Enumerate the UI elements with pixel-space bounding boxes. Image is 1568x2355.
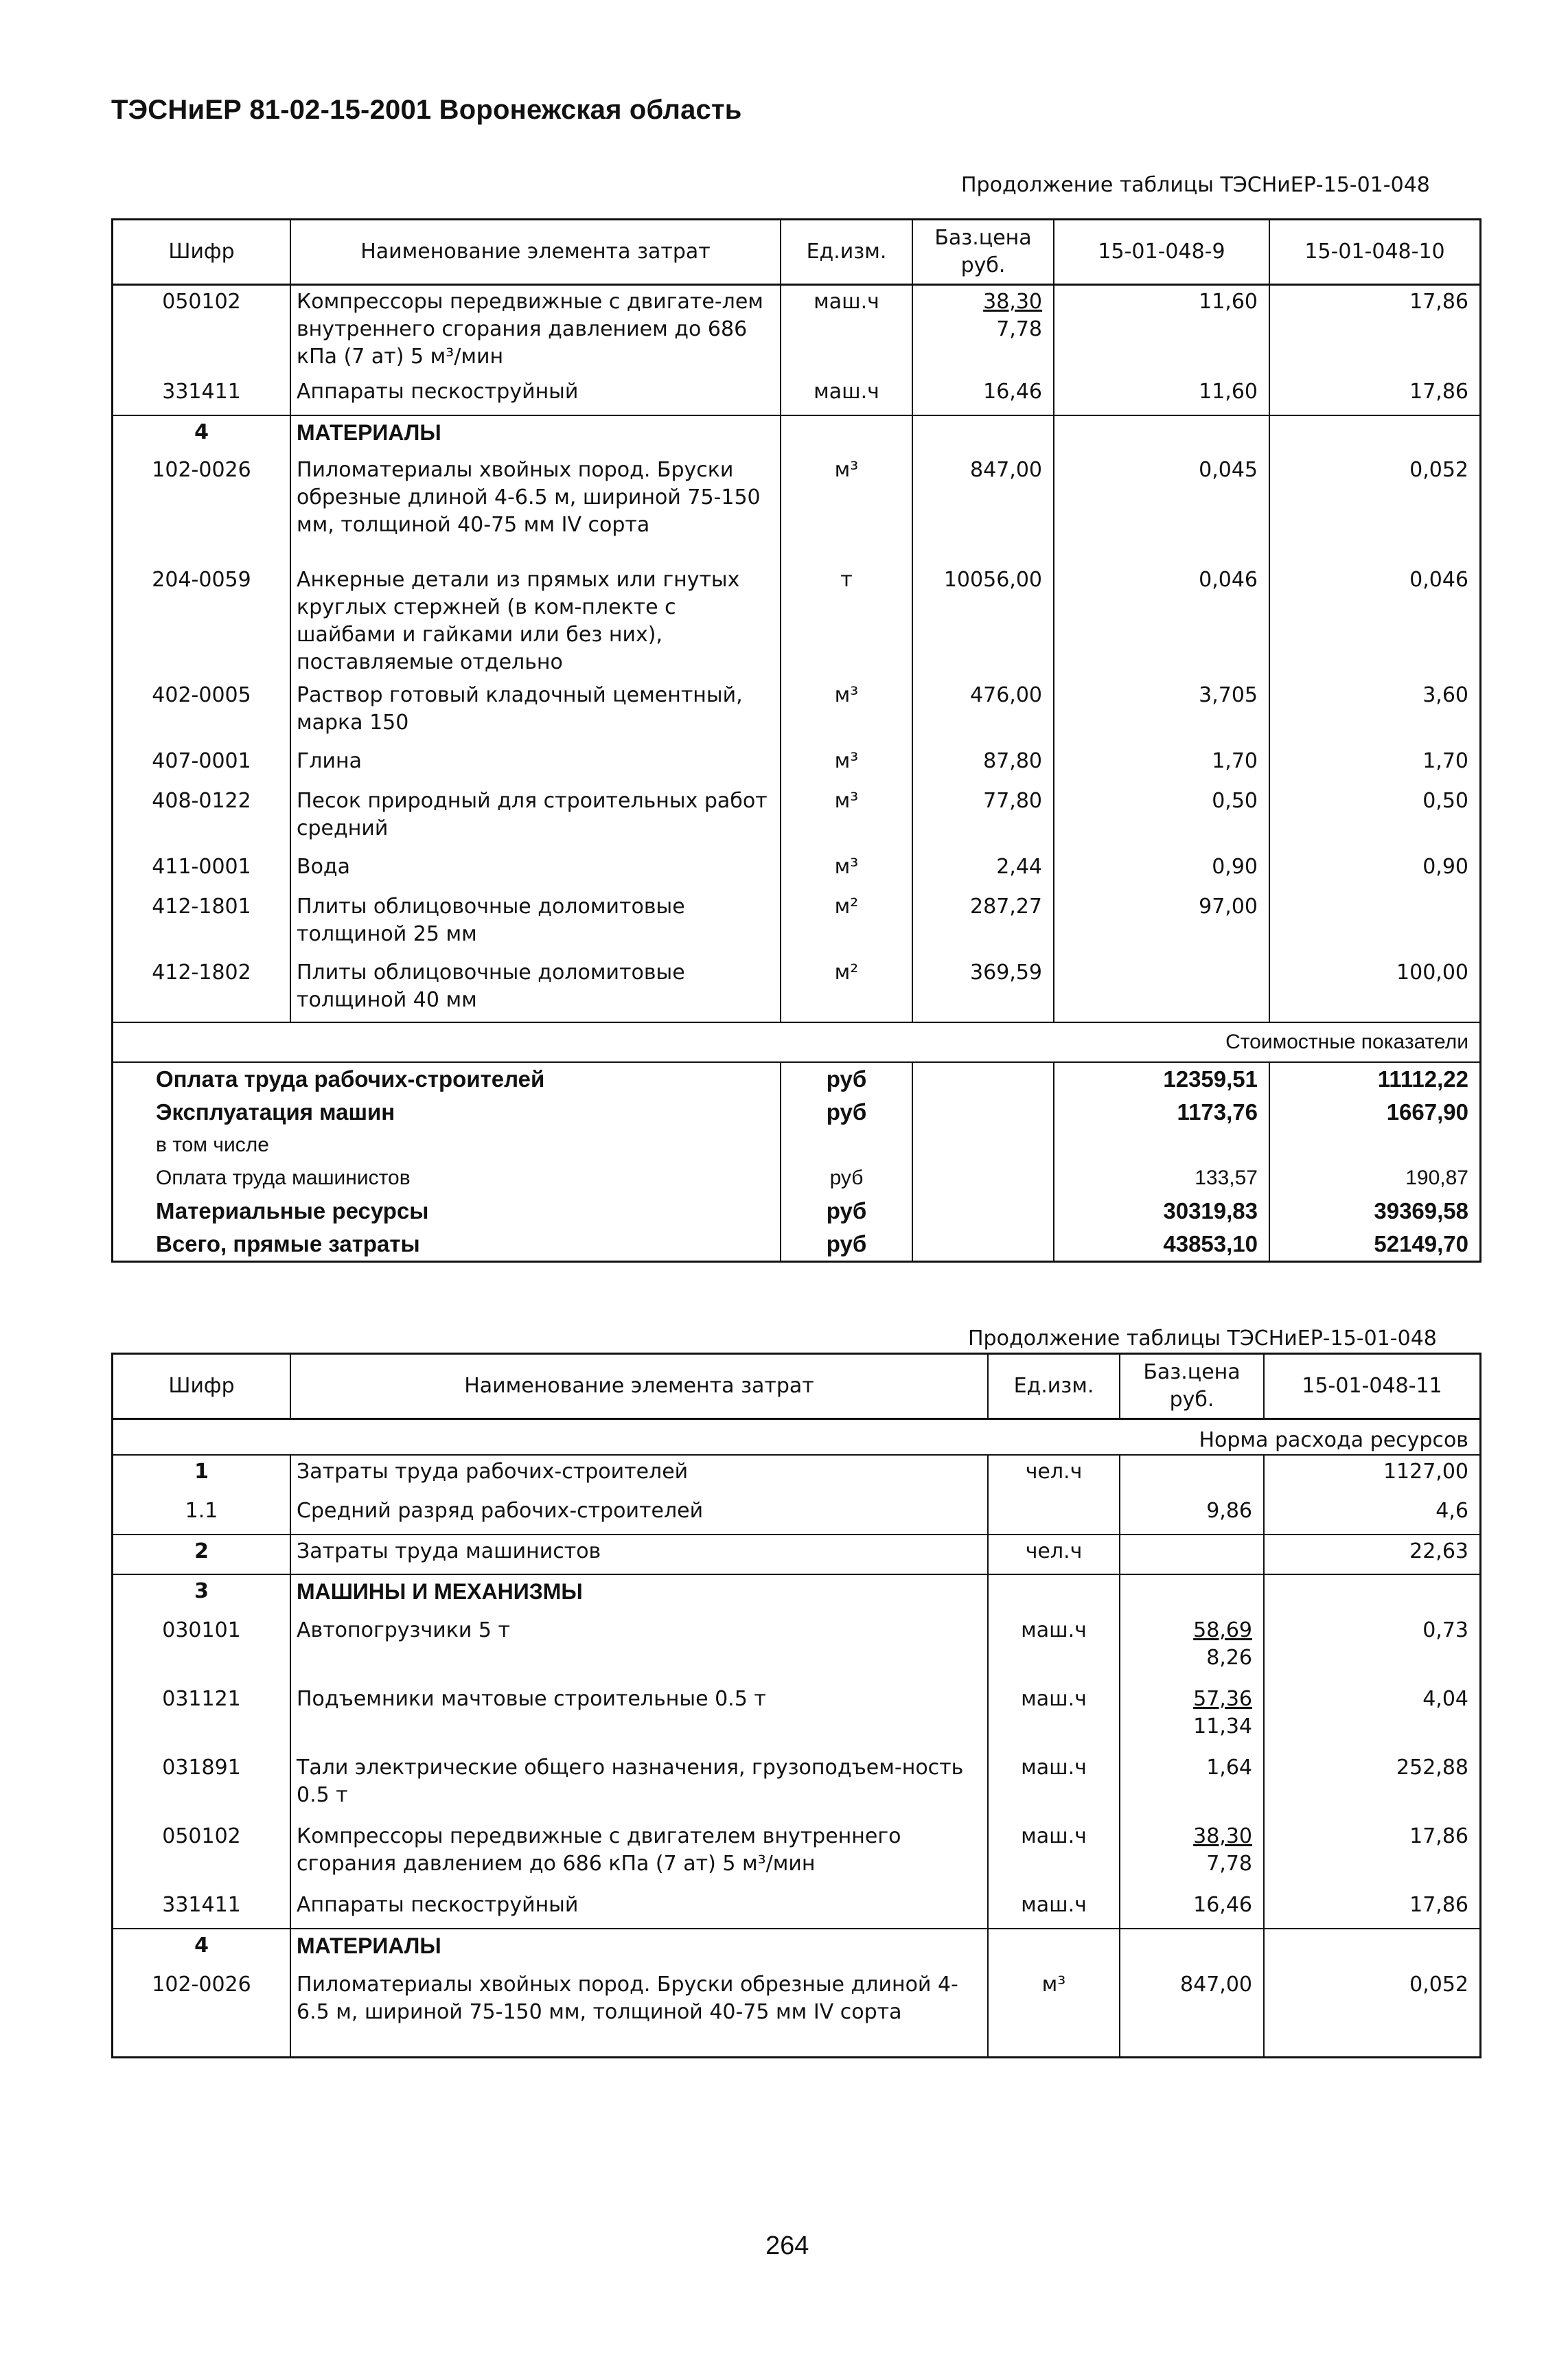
code-cell: 331411 xyxy=(162,379,241,404)
value-cell: 252,88 xyxy=(1264,1751,1479,1820)
base-price: 847,00 xyxy=(1180,1973,1252,1997)
base-price-secondary: 7,78 xyxy=(996,317,1042,341)
table-row xyxy=(113,851,1479,891)
value-cell: 22,63 xyxy=(1264,1535,1479,1574)
table-row xyxy=(113,679,1479,745)
base-price: 847,00 xyxy=(970,457,1042,482)
base-price: 38,30 xyxy=(983,290,1042,314)
table-row xyxy=(113,415,1479,454)
column-header: 15-01-048-9 xyxy=(1054,220,1269,285)
price-cell xyxy=(912,851,1054,891)
norm-header-row xyxy=(113,1419,1479,1456)
table-row xyxy=(113,454,1479,564)
name-cell: Глина xyxy=(290,745,781,785)
empty-cell xyxy=(912,1129,1054,1162)
table1-header-row xyxy=(113,220,1479,285)
cost-label: Оплата труда рабочих-строителей xyxy=(156,1066,545,1092)
value-cell: 0,73 xyxy=(1264,1614,1479,1683)
base-price-secondary: 7,78 xyxy=(1206,1852,1252,1876)
empty-cell xyxy=(1054,415,1269,454)
cost-unit: руб xyxy=(781,1228,912,1261)
price-cell xyxy=(1120,1751,1264,1820)
empty-cell xyxy=(1264,1574,1479,1614)
name-cell: МАШИНЫ И МЕХАНИЗМЫ xyxy=(290,1574,988,1614)
table-row xyxy=(113,564,1479,679)
unit-cell xyxy=(988,1495,1120,1535)
cost-row xyxy=(113,1195,1479,1228)
cost-value: 43853,10 xyxy=(1054,1228,1269,1261)
value-cell: 1,70 xyxy=(1054,745,1269,785)
value-cell: 0,50 xyxy=(1269,785,1479,851)
price-cell xyxy=(1120,1889,1264,1929)
base-price: 476,00 xyxy=(970,682,1042,707)
unit-cell: м³ xyxy=(781,785,912,851)
cost-value: 11112,22 xyxy=(1269,1062,1479,1096)
name-cell: МАТЕРИАЛЫ xyxy=(290,1929,988,1968)
document-title: ТЭСНиЕР 81-02-15-2001 Воронежская область xyxy=(111,95,742,125)
value-cell: 17,86 xyxy=(1264,1820,1479,1889)
price-cell xyxy=(1120,1968,1264,2056)
column-header: 15-01-048-10 xyxy=(1269,220,1479,285)
code-cell: 050102 xyxy=(162,1824,241,1848)
cost-row xyxy=(113,1162,1479,1195)
price-cell xyxy=(1120,1535,1264,1574)
price-cell xyxy=(1120,1820,1264,1889)
unit-cell: м³ xyxy=(781,454,912,564)
cost-unit: руб xyxy=(781,1062,912,1096)
value-cell: 0,90 xyxy=(1054,851,1269,891)
value-cell: 97,00 xyxy=(1054,891,1269,956)
value-cell: 3,60 xyxy=(1269,679,1479,745)
cost-value: 1173,76 xyxy=(1054,1096,1269,1129)
code-cell: 1 xyxy=(113,1455,290,1495)
cost-value: 12359,51 xyxy=(1054,1062,1269,1096)
code-cell: 412-1802 xyxy=(152,960,251,985)
cost-header-row xyxy=(113,1022,1479,1062)
cost-label: Оплата труда машинистов xyxy=(156,1166,411,1189)
table-row xyxy=(113,891,1479,956)
unit-cell: т xyxy=(781,564,912,679)
table-row xyxy=(113,1455,1479,1495)
code-cell: 031121 xyxy=(162,1687,241,1711)
table-row xyxy=(113,745,1479,785)
price-cell xyxy=(912,745,1054,785)
cost-label: Материальные ресурсы xyxy=(156,1197,429,1224)
name-cell: МАТЕРИАЛЫ xyxy=(290,415,781,454)
cost-unit: руб xyxy=(781,1162,912,1195)
cost-value: 133,57 xyxy=(1054,1162,1269,1195)
cost-value xyxy=(1269,1129,1479,1162)
code-cell: 411-0001 xyxy=(152,854,251,879)
unit-cell: маш.ч xyxy=(781,376,912,415)
unit-cell: м³ xyxy=(781,851,912,891)
unit-cell: м² xyxy=(781,891,912,956)
base-price-secondary: 11,34 xyxy=(1193,1714,1252,1738)
column-header: Наименование элемента затрат xyxy=(290,220,781,285)
code-cell: 3 xyxy=(113,1574,290,1614)
base-price: 2,44 xyxy=(996,854,1042,879)
name-cell: Песок природный для строительных работ средний xyxy=(290,785,781,851)
code-cell: 102-0026 xyxy=(152,1973,251,1997)
empty-cell xyxy=(1120,1929,1264,1968)
cost-row xyxy=(113,1062,1479,1096)
price-cell xyxy=(912,956,1054,1022)
page-number: 264 xyxy=(765,2231,809,2260)
price-cell xyxy=(912,785,1054,851)
price-cell xyxy=(1120,1495,1264,1535)
name-cell: Автопогрузчики 5 т xyxy=(290,1614,988,1683)
cost-value: 30319,83 xyxy=(1054,1195,1269,1228)
price-cell xyxy=(912,891,1054,956)
base-price: 287,27 xyxy=(970,894,1042,919)
cost-label: Эксплуатация машин xyxy=(156,1099,395,1125)
value-cell: 3,705 xyxy=(1054,679,1269,745)
cost-row xyxy=(113,1228,1479,1261)
table1 xyxy=(111,218,1481,1263)
table-row xyxy=(113,1968,1479,2056)
code-cell: 402-0005 xyxy=(152,682,251,707)
table-row xyxy=(113,1683,1479,1751)
name-cell: Тали электрические общего назначения, грузоподъем-ность 0.5 т xyxy=(290,1751,988,1820)
unit-cell: маш.ч xyxy=(988,1820,1120,1889)
table-row xyxy=(113,1889,1479,1929)
norm-header: Норма расхода ресурсов xyxy=(113,1419,1479,1456)
code-cell: 204-0059 xyxy=(152,567,251,592)
empty-cell xyxy=(988,1929,1120,1968)
cost-label: в том числе xyxy=(156,1133,269,1156)
empty-cell xyxy=(912,415,1054,454)
code-cell: 412-1801 xyxy=(152,894,251,919)
cost-value: 52149,70 xyxy=(1269,1228,1479,1261)
price-cell xyxy=(1120,1683,1264,1751)
code-cell: 4 xyxy=(113,415,290,454)
empty-cell xyxy=(781,415,912,454)
empty-cell xyxy=(912,1062,1054,1096)
unit-cell: маш.ч xyxy=(988,1889,1120,1929)
column-header: Шифр xyxy=(113,1355,290,1419)
table-row xyxy=(113,1495,1479,1535)
column-header: Ед.изм. xyxy=(988,1355,1120,1419)
value-cell: 1,70 xyxy=(1269,745,1479,785)
base-price: 87,80 xyxy=(983,748,1042,773)
base-price: 16,46 xyxy=(1193,1893,1252,1917)
price-cell xyxy=(1120,1614,1264,1683)
code-cell: 102-0026 xyxy=(152,457,251,482)
table-row xyxy=(113,376,1479,415)
empty-cell xyxy=(912,1228,1054,1261)
unit-cell: маш.ч xyxy=(781,285,912,376)
unit-cell: м³ xyxy=(781,679,912,745)
empty-cell xyxy=(1264,1929,1479,1968)
column-header: Баз.цена руб. xyxy=(1120,1355,1264,1419)
value-cell: 11,60 xyxy=(1054,285,1269,376)
price-cell xyxy=(912,564,1054,679)
base-price: 9,86 xyxy=(1206,1499,1252,1523)
unit-cell: маш.ч xyxy=(988,1683,1120,1751)
value-cell: 4,04 xyxy=(1264,1683,1479,1751)
name-cell: Раствор готовый кладочный цементный, марка 150 xyxy=(290,679,781,745)
unit-cell: м³ xyxy=(781,745,912,785)
empty-cell xyxy=(912,1162,1054,1195)
code-cell: 050102 xyxy=(162,290,241,314)
value-cell: 0,50 xyxy=(1054,785,1269,851)
base-price: 77,80 xyxy=(983,788,1042,813)
unit-cell: чел.ч xyxy=(988,1535,1120,1574)
value-cell: 17,86 xyxy=(1269,285,1479,376)
column-header: Наименование элемента затрат xyxy=(290,1355,988,1419)
code-cell: 331411 xyxy=(162,1893,241,1917)
name-cell: Подъемники мачтовые строительные 0.5 т xyxy=(290,1683,988,1751)
table-row xyxy=(113,956,1479,1022)
base-price: 38,30 xyxy=(1193,1824,1252,1848)
value-cell: 0,90 xyxy=(1269,851,1479,891)
name-cell: Средний разряд рабочих-строителей xyxy=(290,1495,988,1535)
name-cell: Пиломатериалы хвойных пород. Бруски обрезные длиной 4-6.5 м, шириной 75-150 мм, толщиной 40-75 мм IV сорта xyxy=(290,1968,988,2056)
table2 xyxy=(111,1353,1481,2058)
price-cell xyxy=(912,285,1054,376)
unit-cell: маш.ч xyxy=(988,1751,1120,1820)
table-row xyxy=(113,1751,1479,1820)
value-cell: 11,60 xyxy=(1054,376,1269,415)
code-cell: 4 xyxy=(113,1929,290,1968)
name-cell: Затраты труда рабочих-строителей xyxy=(290,1455,988,1495)
empty-cell xyxy=(912,1195,1054,1228)
unit-cell: чел.ч xyxy=(988,1455,1120,1495)
name-cell: Затраты труда машинистов xyxy=(290,1535,988,1574)
cost-row xyxy=(113,1096,1479,1129)
cost-value: 39369,58 xyxy=(1269,1195,1479,1228)
value-cell: 0,046 xyxy=(1054,564,1269,679)
cost-value: 190,87 xyxy=(1269,1162,1479,1195)
table2-header-row xyxy=(113,1355,1479,1419)
unit-cell: м³ xyxy=(988,1968,1120,2056)
empty-cell xyxy=(1269,415,1479,454)
name-cell: Плиты облицовочные доломитовые толщиной 40 мм xyxy=(290,956,781,1022)
table1-caption: Продолжение таблицы ТЭСНиЕР-15-01-048 xyxy=(961,173,1430,197)
code-cell: 407-0001 xyxy=(152,748,251,773)
base-price: 10056,00 xyxy=(943,567,1042,592)
base-price: 57,36 xyxy=(1193,1687,1252,1711)
value-cell xyxy=(1054,956,1269,1022)
name-cell: Пиломатериалы хвойных пород. Бруски обрезные длиной 4-6.5 м, шириной 75-150 мм, толщиной 40-75 мм IV сорта xyxy=(290,454,781,564)
base-price: 16,46 xyxy=(983,379,1042,404)
cost-unit: руб xyxy=(781,1195,912,1228)
cost-row xyxy=(113,1129,1479,1162)
cost-unit xyxy=(781,1129,912,1162)
price-cell xyxy=(912,376,1054,415)
table-row xyxy=(113,785,1479,851)
cost-label: Всего, прямые затраты xyxy=(156,1230,420,1256)
value-cell: 0,052 xyxy=(1264,1968,1479,2056)
name-cell: Вода xyxy=(290,851,781,891)
value-cell: 4,6 xyxy=(1264,1495,1479,1535)
column-header: 15-01-048-11 xyxy=(1264,1355,1479,1419)
cost-value xyxy=(1054,1129,1269,1162)
empty-cell xyxy=(988,1574,1120,1614)
name-cell: Аппараты пескоструйный xyxy=(290,1889,988,1929)
base-price: 1,64 xyxy=(1206,1756,1252,1780)
value-cell: 0,046 xyxy=(1269,564,1479,679)
name-cell: Плиты облицовочные доломитовые толщиной 25 мм xyxy=(290,891,781,956)
name-cell: Компрессоры передвижные с двигателем внутреннего сгорания давлением до 686 кПа (7 ат) 5 м³/мин xyxy=(290,1820,988,1889)
empty-cell xyxy=(1120,1574,1264,1614)
value-cell: 100,00 xyxy=(1269,956,1479,1022)
unit-cell: м² xyxy=(781,956,912,1022)
code-cell: 1.1 xyxy=(185,1499,218,1523)
base-price-secondary: 8,26 xyxy=(1206,1646,1252,1670)
cost-unit: руб xyxy=(781,1096,912,1129)
name-cell: Компрессоры передвижные с двигате-лем внутреннего сгорания давлением до 686 кПа (7 ат) 5 м³/мин xyxy=(290,285,781,376)
base-price: 58,69 xyxy=(1193,1618,1252,1642)
name-cell: Аппараты пескоструйный xyxy=(290,376,781,415)
value-cell xyxy=(1269,891,1479,956)
table2-caption: Продолжение таблицы ТЭСНиЕР-15-01-048 xyxy=(968,1326,1437,1351)
value-cell: 0,045 xyxy=(1054,454,1269,564)
value-cell: 17,86 xyxy=(1269,376,1479,415)
unit-cell: маш.ч xyxy=(988,1614,1120,1683)
name-cell: Анкерные детали из прямых или гнутых круглых стержней (в ком-плекте с шайбами и гайками или без них), поставляемые отдельно xyxy=(290,564,781,679)
cost-header: Стоимостные показатели xyxy=(113,1022,1479,1062)
column-header: Шифр xyxy=(113,220,290,285)
cost-value: 1667,90 xyxy=(1269,1096,1479,1129)
table-row xyxy=(113,1535,1479,1574)
value-cell: 0,052 xyxy=(1269,454,1479,564)
table-row xyxy=(113,1820,1479,1889)
value-cell: 1127,00 xyxy=(1264,1455,1479,1495)
empty-cell xyxy=(912,1096,1054,1129)
price-cell xyxy=(912,454,1054,564)
price-cell xyxy=(1120,1455,1264,1495)
table-row xyxy=(113,1574,1479,1614)
value-cell: 17,86 xyxy=(1264,1889,1479,1929)
code-cell: 030101 xyxy=(162,1618,241,1642)
price-cell xyxy=(912,679,1054,745)
table-row xyxy=(113,1614,1479,1683)
code-cell: 031891 xyxy=(162,1756,241,1780)
table-row xyxy=(113,285,1479,376)
column-header: Баз.цена руб. xyxy=(912,220,1054,285)
table-row xyxy=(113,1929,1479,1968)
column-header: Ед.изм. xyxy=(781,220,912,285)
code-cell: 2 xyxy=(113,1535,290,1574)
base-price: 369,59 xyxy=(970,960,1042,985)
code-cell: 408-0122 xyxy=(152,788,251,813)
